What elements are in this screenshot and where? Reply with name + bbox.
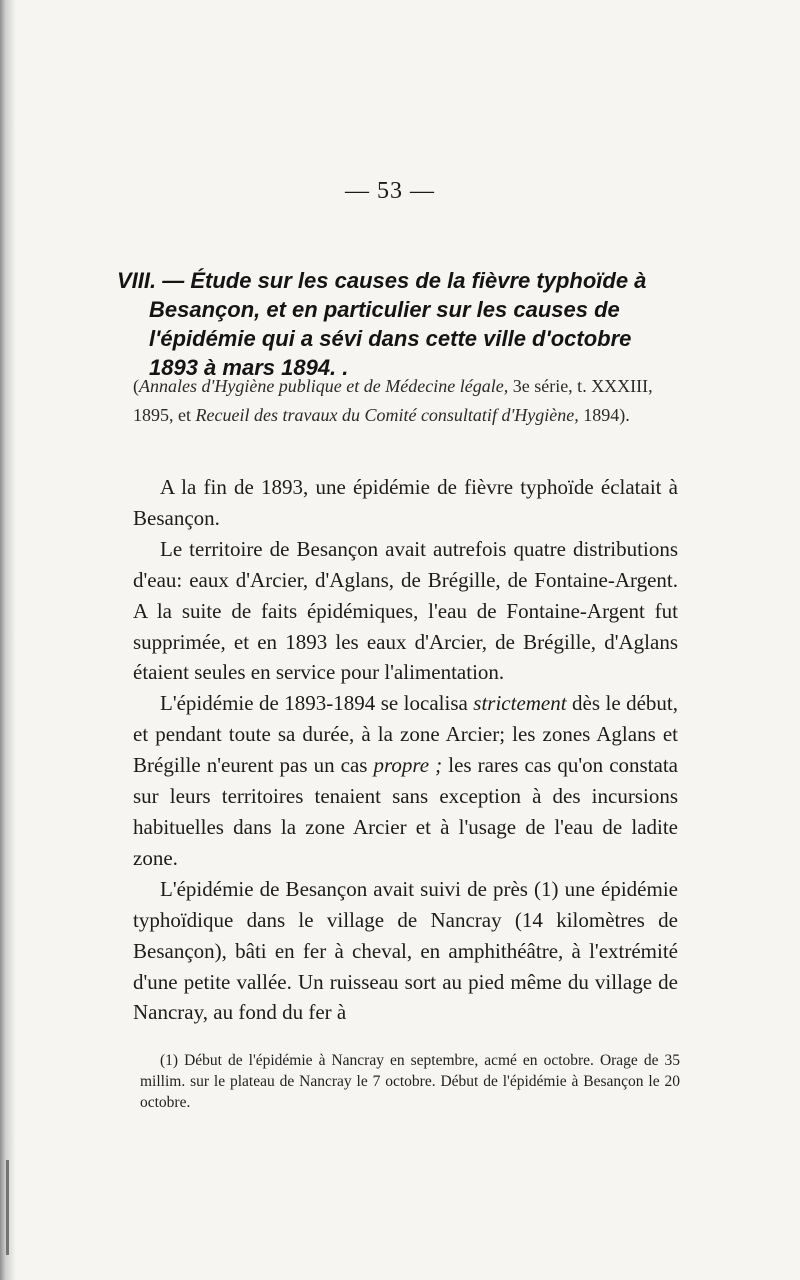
- citation-journal-recueil: Recueil des travaux du Comité consultatif d'Hygiène,: [195, 405, 579, 425]
- paragraph-3-part-b: dès le début, et pendant toute sa durée, à la zone Arcier; les zones Aglans et Brégille n'eurent pas un cas: [133, 691, 678, 778]
- binding-mark: [6, 1160, 9, 1255]
- citation-year: 1894).: [578, 405, 630, 425]
- citation-open: (: [133, 376, 139, 396]
- paragraph-1: A la fin de 1893, une épidémie de fièvre typhoïde éclatait à Besançon.: [133, 475, 678, 530]
- binding-shadow: [0, 0, 16, 1280]
- citation: [133, 372, 673, 430]
- paragraph-4: L'épidémie de Besançon avait suivi de près (1) une épidémie typhoïdique dans le village de Nancray (14 kilomètres de Besançon), bâti en fer à cheval, en amphithéâtre, à l'extrémité d'une petite vallée. Un ruisseau sort au pied même du village de Nancray, au fond du fer à: [133, 876, 678, 1025]
- section-title: [117, 266, 677, 382]
- body-text: [133, 472, 678, 1028]
- page-number: — 53 —: [345, 178, 435, 204]
- section-title-rest: Besançon, et en particulier sur les causes de l'épidémie qui a sévi dans cette ville d'octobre 1893 à mars 1894. .: [149, 297, 632, 380]
- paragraph-3-part-a: L'épidémie de 1893-1894 se localisa: [160, 691, 474, 716]
- emphasis-propre: propre ;: [373, 753, 443, 778]
- footnote-text: (1) Début de l'épidémie à Nancray en septembre, acmé en octobre. Orage de 35 millim. sur le plateau de Nancray le 7 octobre. Début de l'épidémie à Besançon le 20 octobre.: [140, 1052, 680, 1111]
- section-title-line1: VIII. — Étude sur les causes de la fièvre typhoïde à: [117, 268, 647, 293]
- paragraph-2: Le territoire de Besançon avait autrefois quatre distributions d'eau: eaux d'Arcier, d'Aglans, de Brégille, de Fontaine-Argent. A la suite de faits épidémiques, l'eau de Fontaine-Argent fut supprimée, et en 1893 les eaux d'Arcier, de Brégille, d'Aglans étaient seules en service pour l'alimentation.: [133, 536, 678, 685]
- emphasis-strictement: strictement: [473, 691, 567, 716]
- citation-journal-annales: Annales d'Hygiène publique et de Médecine légale,: [139, 376, 509, 396]
- paragraph-3-part-c: les rares cas qu'on constata sur leurs territoires tenaient sans exception à des incursions habituelles dans la zone Arcier et à l'usage de l'eau de ladite zone.: [133, 753, 678, 870]
- citation-volume: 3e série, t. XXXIII, 1895, et: [133, 376, 653, 425]
- paragraph-3: [133, 688, 678, 873]
- footnote: [140, 1050, 680, 1113]
